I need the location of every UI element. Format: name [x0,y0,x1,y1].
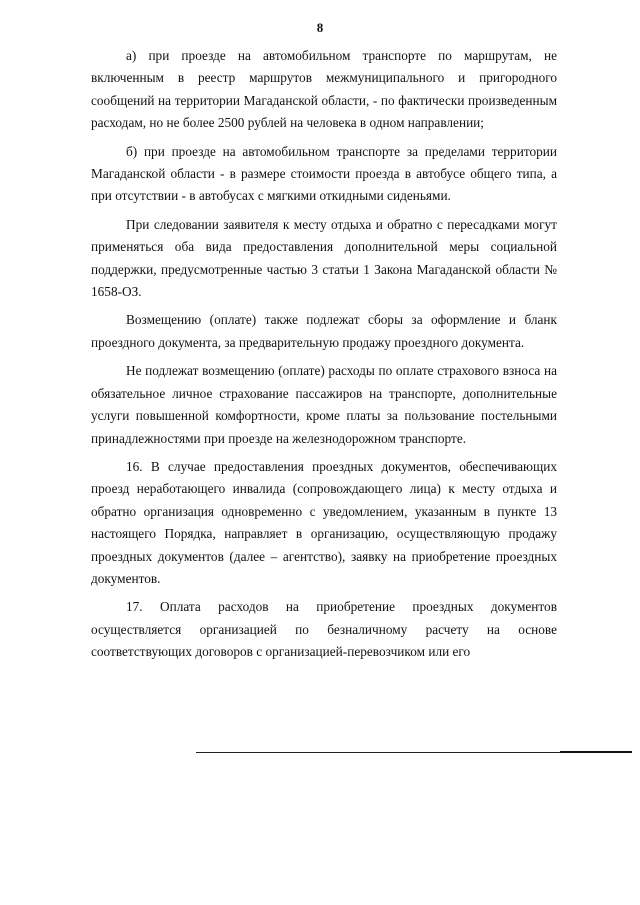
paragraph-item-17: 17. Оплата расходов на приобретение проездных документов осуществляется организацией по безналичному расчету на основе соответствующих договоров с организацией-перевозчиком или его [91,599,557,660]
paragraph-exclusions: Не подлежат возмещению (оплате) расходы по оплате страхового взноса на обязательное личное страхование пассажиров на транспорте, дополнительные услуги повышенной комфортности, кроме платы за пользование постельными принадлежностями при проезде на железнодорожном транспорте. [91,363,557,446]
paragraph-item-16: 16. В случае предоставления проездных документов, обеспечивающих проезд неработающего инвалида (сопровождающего лица) к месту отдыха и обратно организация одновременно с уведомлением, указанным в пункте 13 настоящего Порядка, направляет в организацию, осуществляющую продажу проездных документов (далее – агентство), заявку на приобретение проездных документов. [91,458,557,586]
paragraph-transfers: При следовании заявителя к месту отдыха и обратно с пересадками могут применяться оба вида предоставления дополнительной меры социальной поддержки, предусмотренные частью 3 статьи 1 Закона Магаданской области № 1658-ОЗ. [91,216,557,300]
document-body [91,45,557,670]
paragraph-fees: Возмещению (оплате) также подлежат сборы за оформление и бланк проездного документа, за предварительную продажу проездного документа. [91,312,557,350]
paragraph-a: а) при проезде на автомобильном транспорте по маршрутам, не включенным в реестр маршрутов межмуниципального и пригородного сообщений на территории Магаданской области, - по фактически произведенным расходам, но не более 2500 рублей на человека в одном направлении; [91,48,557,131]
page-bottom-rule-end [560,751,632,753]
page-number: 8 [316,20,324,35]
paragraph-b: б) при проезде на автомобильном транспорте за пределами территории Магаданской области - в размере стоимости проезда в автобусе общего типа, а при отсутствии - в автобусах с мягкими откидными сиденьями. [91,143,557,204]
